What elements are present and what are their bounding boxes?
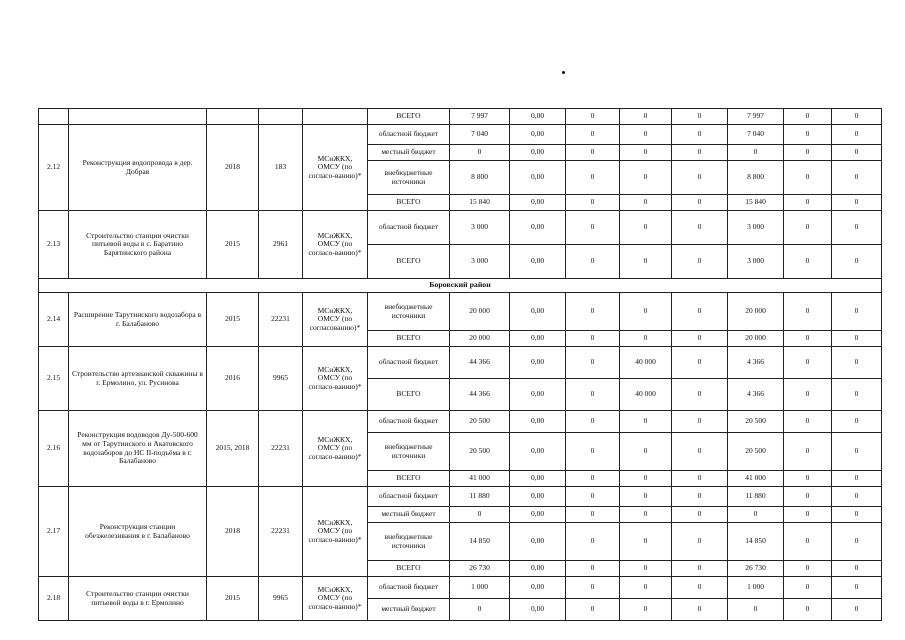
value-cell: 0 (832, 411, 882, 433)
project-name: Реконструкция станции обезжелезивания в г. Балабаново (69, 487, 207, 577)
value-cell: 0 (620, 195, 672, 211)
value-cell: 3 000 (450, 211, 510, 245)
value-cell: 0 (620, 293, 672, 331)
value-cell: 0 (620, 161, 672, 195)
value-cell: 0 (672, 507, 728, 523)
value-cell: 0 (728, 599, 784, 621)
project-name: Реконструкция водоводов Ду-500-600 мм от Тарутинского и Акатовского водозаборов до НС II-подъёма в г. Балабаново (69, 411, 207, 487)
value-cell: 0,00 (510, 561, 566, 577)
value-cell: 0,00 (510, 145, 566, 161)
value-cell: 44 366 (450, 379, 510, 411)
value-cell: 40 000 (620, 347, 672, 379)
project-year: 2015 (207, 293, 259, 347)
table-row (39, 347, 882, 379)
value-cell: 3 000 (728, 245, 784, 279)
value-cell: 0 (784, 523, 832, 561)
value-cell: 0 (832, 507, 882, 523)
value-cell: 20 000 (728, 331, 784, 347)
project-length: 9965 (259, 577, 303, 621)
value-cell: 0 (672, 245, 728, 279)
value-cell: 4 366 (728, 379, 784, 411)
value-cell: 0,00 (510, 411, 566, 433)
value-cell: 0 (566, 331, 620, 347)
value-cell: 0 (784, 145, 832, 161)
funding-source-cell: областной бюджет (368, 411, 450, 433)
value-cell: 0 (832, 109, 882, 125)
value-cell: 0,00 (510, 125, 566, 145)
value-cell: 0 (620, 487, 672, 507)
value-cell: 0 (784, 195, 832, 211)
value-cell: 0 (672, 109, 728, 125)
value-cell: 0,00 (510, 211, 566, 245)
value-cell: 0 (784, 507, 832, 523)
value-cell: 0 (672, 347, 728, 379)
value-cell: 0,00 (510, 433, 566, 471)
project-name: Строительство станции очистки питьевой воды в г. Ермолино (69, 577, 207, 621)
project-year: 2018 (207, 125, 259, 211)
project-number: 2.16 (39, 411, 69, 487)
value-cell: 0 (566, 599, 620, 621)
investment-table (38, 108, 882, 621)
value-cell: 0 (832, 577, 882, 599)
value-cell: 0 (784, 411, 832, 433)
project-name: Реконструкция водопровода в дер. Добрая (69, 125, 207, 211)
value-cell: 0 (566, 125, 620, 145)
project-executor: МСиЖКХ, ОМСУ (по согласо-ванию)* (303, 347, 368, 411)
value-cell: 4 366 (728, 347, 784, 379)
table-row (39, 487, 882, 507)
value-cell: 14 850 (728, 523, 784, 561)
value-cell: 0 (784, 293, 832, 331)
value-cell: 0 (620, 145, 672, 161)
value-cell: 0 (784, 379, 832, 411)
value-cell: 20 500 (728, 411, 784, 433)
section-row (39, 279, 882, 293)
value-cell: 0 (832, 433, 882, 471)
project-length: 22231 (259, 411, 303, 487)
value-cell: 0 (672, 293, 728, 331)
value-cell: 0 (620, 109, 672, 125)
value-cell: 0 (832, 561, 882, 577)
value-cell: 0 (832, 161, 882, 195)
project-number: 2.14 (39, 293, 69, 347)
value-cell: 0,00 (510, 195, 566, 211)
value-cell: 0 (832, 211, 882, 245)
value-cell: 0,00 (510, 471, 566, 487)
value-cell: 0 (620, 561, 672, 577)
funding-source-cell: внебюджетные источники (368, 523, 450, 561)
value-cell: 0 (832, 379, 882, 411)
funding-source-cell: ВСЕГО (368, 195, 450, 211)
value-cell: 0 (832, 245, 882, 279)
value-cell: 0 (672, 487, 728, 507)
value-cell: 0 (566, 561, 620, 577)
value-cell: 20 500 (728, 433, 784, 471)
value-cell: 0 (620, 331, 672, 347)
project-executor: МСиЖКХ, ОМСУ (по согласо-ванию)* (303, 487, 368, 577)
value-cell: 0 (832, 125, 882, 145)
project-number: 2.17 (39, 487, 69, 577)
project-length: 22231 (259, 293, 303, 347)
funding-source-cell: областной бюджет (368, 487, 450, 507)
value-cell: 0 (450, 599, 510, 621)
value-cell: 1 000 (450, 577, 510, 599)
value-cell: 0 (728, 145, 784, 161)
value-cell: 0 (566, 145, 620, 161)
funding-source-cell: местный бюджет (368, 145, 450, 161)
value-cell: 0,00 (510, 245, 566, 279)
value-cell: 0 (784, 577, 832, 599)
value-cell: 0 (784, 245, 832, 279)
value-cell: 0 (450, 507, 510, 523)
funding-source-cell: областной бюджет (368, 577, 450, 599)
funding-source-cell: областной бюджет (368, 347, 450, 379)
value-cell: 0 (784, 109, 832, 125)
value-cell: 0 (832, 145, 882, 161)
value-cell: 0 (832, 331, 882, 347)
value-cell: 0 (566, 379, 620, 411)
project-number: 2.18 (39, 577, 69, 621)
funding-source-cell: внебюджетные источники (368, 433, 450, 471)
value-cell: 0 (566, 245, 620, 279)
value-cell: 26 730 (728, 561, 784, 577)
value-cell: 0 (832, 293, 882, 331)
value-cell: 0 (672, 379, 728, 411)
value-cell: 0 (672, 211, 728, 245)
value-cell: 14 850 (450, 523, 510, 561)
value-cell: 7 040 (728, 125, 784, 145)
project-executor: МСиЖКХ, ОМСУ (по согласо-ванию)* (303, 577, 368, 621)
table-body (39, 109, 882, 621)
value-cell: 0 (672, 145, 728, 161)
project-executor: МСиЖКХ, ОМСУ (по согласованию)* (303, 293, 368, 347)
value-cell: 11 880 (728, 487, 784, 507)
value-cell: 0 (620, 245, 672, 279)
project-number: 2.15 (39, 347, 69, 411)
value-cell: 41 000 (728, 471, 784, 487)
value-cell: 0,00 (510, 161, 566, 195)
project-name: Строительство станции очистки питьевой воды в с. Баратино Барятинского района (69, 211, 207, 279)
value-cell: 0 (784, 347, 832, 379)
value-cell: 3 000 (728, 211, 784, 245)
value-cell: 20 000 (450, 331, 510, 347)
project-year: 2015 (207, 211, 259, 279)
value-cell: 0 (450, 145, 510, 161)
value-cell: 0 (620, 471, 672, 487)
value-cell: 0 (784, 331, 832, 347)
value-cell: 0 (620, 507, 672, 523)
executor-cell (303, 109, 368, 125)
value-cell: 26 730 (450, 561, 510, 577)
value-cell: 0 (672, 331, 728, 347)
funding-source-cell: внебюджетные источники (368, 293, 450, 331)
value-cell: 0 (566, 109, 620, 125)
value-cell: 0 (620, 599, 672, 621)
length-cell (259, 109, 303, 125)
value-cell: 0 (566, 211, 620, 245)
value-cell: 0 (620, 211, 672, 245)
value-cell: 0 (566, 471, 620, 487)
table-row (39, 293, 882, 331)
value-cell: 0 (784, 433, 832, 471)
value-cell: 11 880 (450, 487, 510, 507)
project-year: 2018 (207, 487, 259, 577)
value-cell: 0 (566, 293, 620, 331)
value-cell: 0 (832, 523, 882, 561)
value-cell: 8 800 (450, 161, 510, 195)
value-cell: 0 (672, 411, 728, 433)
table-row (39, 211, 882, 245)
funding-source-cell: областной бюджет (368, 125, 450, 145)
value-cell: 0,00 (510, 599, 566, 621)
value-cell: 0 (672, 433, 728, 471)
value-cell: 0 (620, 433, 672, 471)
value-cell: 0,00 (510, 109, 566, 125)
value-cell: 0,00 (510, 577, 566, 599)
value-cell: 0,00 (510, 331, 566, 347)
value-cell: 0 (566, 347, 620, 379)
name-cell (69, 109, 207, 125)
value-cell: 0,00 (510, 293, 566, 331)
value-cell: 0 (566, 577, 620, 599)
table-row (39, 125, 882, 145)
value-cell: 0 (672, 577, 728, 599)
section-title: Боровский район (39, 279, 882, 293)
num-cell (39, 109, 69, 125)
funding-source-cell: ВСЕГО (368, 109, 450, 125)
value-cell: 0 (672, 195, 728, 211)
value-cell: 0 (566, 161, 620, 195)
funding-source-cell: ВСЕГО (368, 245, 450, 279)
value-cell: 0 (784, 599, 832, 621)
value-cell: 0 (672, 599, 728, 621)
value-cell: 0 (784, 161, 832, 195)
funding-source-cell: местный бюджет (368, 507, 450, 523)
project-year: 2016 (207, 347, 259, 411)
value-cell: 0 (672, 161, 728, 195)
value-cell: 0 (832, 599, 882, 621)
value-cell: 0 (672, 561, 728, 577)
value-cell: 0 (566, 487, 620, 507)
value-cell: 7 997 (728, 109, 784, 125)
project-executor: МСиЖКХ, ОМСУ (по согласо-ванию)* (303, 211, 368, 279)
value-cell: 0 (566, 433, 620, 471)
project-number: 2.12 (39, 125, 69, 211)
value-cell: 0 (832, 471, 882, 487)
value-cell: 0 (566, 195, 620, 211)
project-executor: МСиЖКХ, ОМСУ (по согласо-ванию)* (303, 411, 368, 487)
value-cell: 0 (566, 507, 620, 523)
project-length: 183 (259, 125, 303, 211)
value-cell: 0 (620, 411, 672, 433)
value-cell: 41 000 (450, 471, 510, 487)
funding-source-cell: ВСЕГО (368, 471, 450, 487)
value-cell: 20 000 (728, 293, 784, 331)
value-cell: 0 (784, 561, 832, 577)
funding-source-cell: местный бюджет (368, 599, 450, 621)
value-cell: 0 (672, 471, 728, 487)
value-cell: 0 (620, 523, 672, 561)
value-cell: 0,00 (510, 487, 566, 507)
funding-source-cell: ВСЕГО (368, 331, 450, 347)
funding-source-cell: внебюджетные источники (368, 161, 450, 195)
value-cell: 20 500 (450, 411, 510, 433)
value-cell: 0 (620, 577, 672, 599)
year-cell (207, 109, 259, 125)
value-cell: 0 (728, 507, 784, 523)
value-cell: 0 (566, 411, 620, 433)
value-cell: 0,00 (510, 379, 566, 411)
value-cell: 0 (672, 523, 728, 561)
value-cell: 8 800 (728, 161, 784, 195)
value-cell: 15 840 (450, 195, 510, 211)
project-year: 2015, 2018 (207, 411, 259, 487)
value-cell: 0 (672, 125, 728, 145)
table-row (39, 411, 882, 433)
project-name: Расширение Тарутинского водозабора в г. Балабаново (69, 293, 207, 347)
project-length: 22231 (259, 487, 303, 577)
table-row (39, 577, 882, 599)
value-cell: 0 (832, 195, 882, 211)
value-cell: 3 000 (450, 245, 510, 279)
funding-source-cell: ВСЕГО (368, 379, 450, 411)
value-cell: 0 (566, 523, 620, 561)
project-name: Строительство артезианской скважины в г. Ермолино, ул. Русинова (69, 347, 207, 411)
value-cell: 0,00 (510, 523, 566, 561)
value-cell: 0 (784, 487, 832, 507)
value-cell: 0 (832, 487, 882, 507)
value-cell: 0 (832, 347, 882, 379)
table-row (39, 109, 882, 125)
value-cell: 0,00 (510, 347, 566, 379)
value-cell: 0 (784, 125, 832, 145)
funding-source-cell: областной бюджет (368, 211, 450, 245)
value-cell: 0 (620, 125, 672, 145)
value-cell: 15 840 (728, 195, 784, 211)
project-length: 2961 (259, 211, 303, 279)
value-cell: 40 000 (620, 379, 672, 411)
value-cell: 20 000 (450, 293, 510, 331)
project-length: 9965 (259, 347, 303, 411)
project-number: 2.13 (39, 211, 69, 279)
value-cell: 1 000 (728, 577, 784, 599)
project-year: 2015 (207, 577, 259, 621)
value-cell: 0,00 (510, 507, 566, 523)
funding-source-cell: ВСЕГО (368, 561, 450, 577)
value-cell: 7 997 (450, 109, 510, 125)
stray-dot-mark (562, 71, 565, 74)
value-cell: 20 500 (450, 433, 510, 471)
value-cell: 0 (784, 211, 832, 245)
value-cell: 44 366 (450, 347, 510, 379)
value-cell: 7 040 (450, 125, 510, 145)
project-executor: МСиЖКХ, ОМСУ (по согласо-ванию)* (303, 125, 368, 211)
value-cell: 0 (784, 471, 832, 487)
